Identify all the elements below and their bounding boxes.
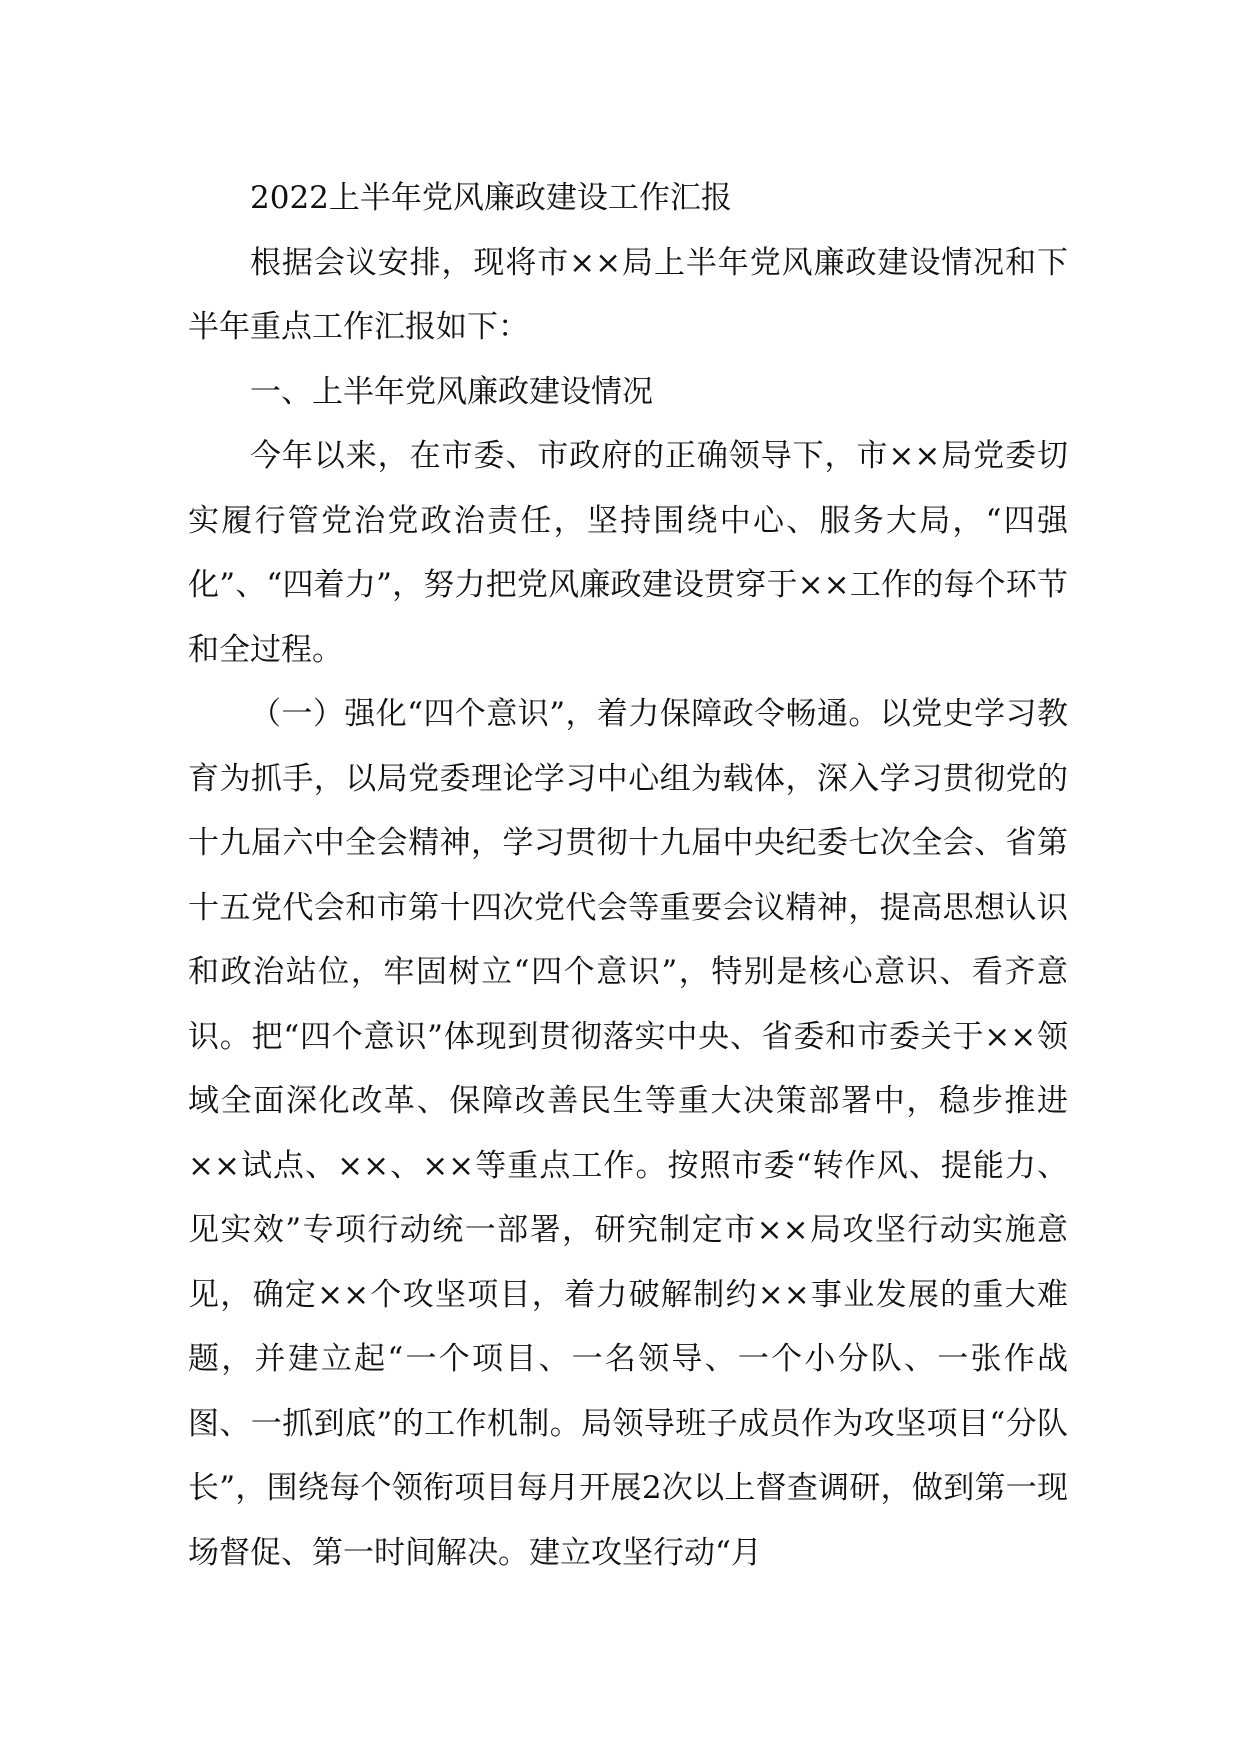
paragraph-intro: 根据会议安排，现将市××局上半年党风廉政建设情况和下半年重点工作汇报如下： [188, 244, 1068, 345]
paragraph-item-1: （一）强化“四个意识”，着力保障政令畅通。以党史学习教育为抓手，以局党委理论学习中心组为载体，深入学习贯彻党的十九届六中全会精神，学习贯彻十九届中央纪委七次全会、省第十五党代会和市第十四次党代会等重要会议精神，提高思想认识和政治站位，牢固树立“四个意识”，特别是核心意识、看齐意识。把“四个意识”体现到贯彻落实中央、省委和市委关于××领域全面深化改革、保障改善民生等重大决策部署中，稳步推进××试点、××、××等重点工作。按照市委“转作风、提能力、见实效”专项行动统一部署，研究制定市××局攻坚行动实施意见，确定××个攻坚项目，着力破解制约××事业发展的重大难题，并建立起“一个项目、一名领导、一个小分队、一张作战图、一抓到底”的工作机制。局领导班子成员作为攻坚项目“分队长”，围绕每个领衔项目每月开展2次以上督查调研，做到第一现场督促、第一时间解决。建立攻坚行动“月 [188, 696, 1068, 1571]
paragraph-overview: 今年以来，在市委、市政府的正确领导下，市××局党委切实履行管党治党政治责任，坚持围绕中心、服务大局，“四强化”、“四着力”，努力把党风廉政建设贯穿于××工作的每个环节和全过程。 [188, 438, 1068, 668]
section-heading-1: 一、上半年党风廉政建设情况 [250, 373, 653, 410]
document-title: 2022上半年党风廉政建设工作汇报 [250, 180, 732, 216]
document-body [188, 166, 1068, 1585]
